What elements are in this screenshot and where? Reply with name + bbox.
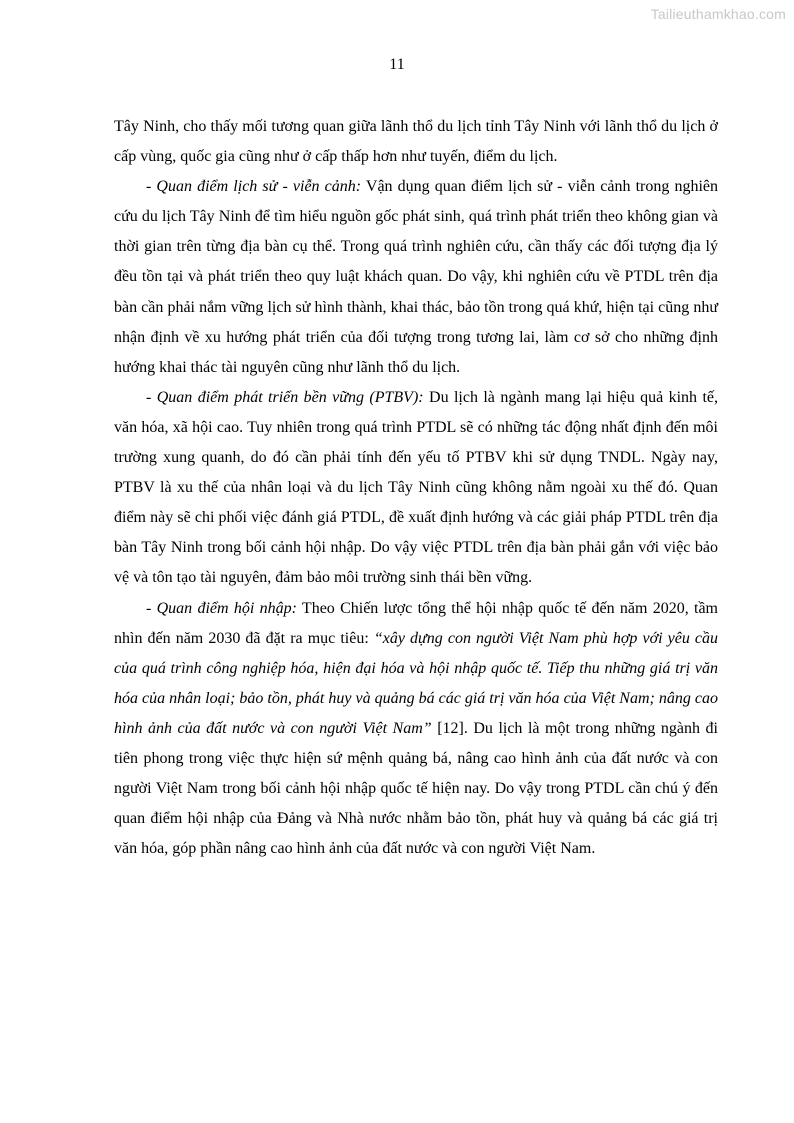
paragraph-quote: “xây dựng con người Việt Nam phù hợp với yêu cầu của quá trình công nghiệp hóa, hiện đại hóa và hội nhập quốc tế. Tiếp thu những giá trị văn hóa của nhân loại; bảo tồn, phát huy và quảng bá các giá trị văn hóa của Việt Nam; nâng cao hình ảnh của đất nước và con người Việt Nam” [114, 629, 719, 737]
watermark-text: Tailieuthamkhao.com [650, 6, 786, 22]
paragraph-lead: - Quan điểm phát triển bền vững (PTBV): [146, 388, 424, 406]
paragraph-integration [114, 594, 718, 865]
page-number: 11 [389, 56, 405, 73]
paragraph-lead: - Quan điểm hội nhập: [146, 599, 297, 617]
paragraph-continuation [114, 112, 718, 172]
paragraph-text: Tây Ninh, cho thấy mối tương quan giữa lãnh thổ du lịch tỉnh Tây Ninh với lãnh thổ du lịch ở cấp vùng, quốc gia cũng như ở cấp thấp hơn như tuyến, điểm du lịch. [114, 118, 718, 166]
paragraph-historical-perspective [114, 172, 718, 383]
paragraph-tail: [12]. Du lịch là một trong những ngành đi tiên phong trong việc thực hiện sứ mệnh quảng bá, nâng cao hình ảnh của đất nước và con người Việt Nam trong bối cảnh hội nhập quốc tế hiện nay. Do vậy trong PTDL cần chú ý đến quan điểm hội nhập của Đảng và Nhà nước nhằm bảo tồn, phát huy và quảng bá các giá trị văn hóa, góp phần nâng cao hình ảnh của đất nước và con người Việt Nam. [114, 719, 718, 858]
paragraph-text: Du lịch là ngành mang lại hiệu quả kinh tế, văn hóa, xã hội cao. Tuy nhiên trong quá trình PTDL sẽ có những tác động nhất định đến môi trường xung quanh, do đó cần phải tính đến yếu tố PTBV khi sử dụng TNDL. Ngày nay, PTBV là xu thế của nhân loại và du lịch Tây Ninh cũng không nằm ngoài xu thế đó. Quan điểm này sẽ chi phối việc đánh giá PTDL, đề xuất định hướng và các giải pháp PTDL trên địa bàn Tây Ninh trong bối cảnh hội nhập. Do vậy việc PTDL trên địa bàn phải gắn với việc bảo vệ và tôn tạo tài nguyên, đảm bảo môi trường sinh thái bền vững. [114, 388, 719, 587]
document-body [114, 112, 718, 864]
paragraph-text: Vận dụng quan điểm lịch sử - viễn cảnh trong nghiên cứu du lịch Tây Ninh để tìm hiểu nguồn gốc phát sinh, quá trình phát triển theo không gian và thời gian trên từng địa bàn cụ thể. Trong quá trình nghiên cứu, cần thấy các đối tượng địa lý đều tồn tại và phát triển theo quy luật khách quan. Do vậy, khi nghiên cứu về PTDL trên địa bàn cần phải nắm vững lịch sử hình thành, khai thác, bảo tồn trong quá khứ, hiện tại cũng như nhận định về xu hướng phát triển của đối tượng trong tương lai, làm cơ sở cho những định hướng khai thác tài nguyên cũng như lãnh thổ du lịch. [114, 178, 718, 376]
paragraph-lead: - Quan điểm lịch sử - viễn cảnh: [146, 178, 362, 196]
paragraph-sustainable-development [114, 383, 718, 594]
paragraph-text: Theo Chiến lược tổng thể hội nhập quốc tế đến năm 2020, tầm nhìn đến năm 2030 đã đặt ra mục tiêu: [114, 599, 718, 647]
